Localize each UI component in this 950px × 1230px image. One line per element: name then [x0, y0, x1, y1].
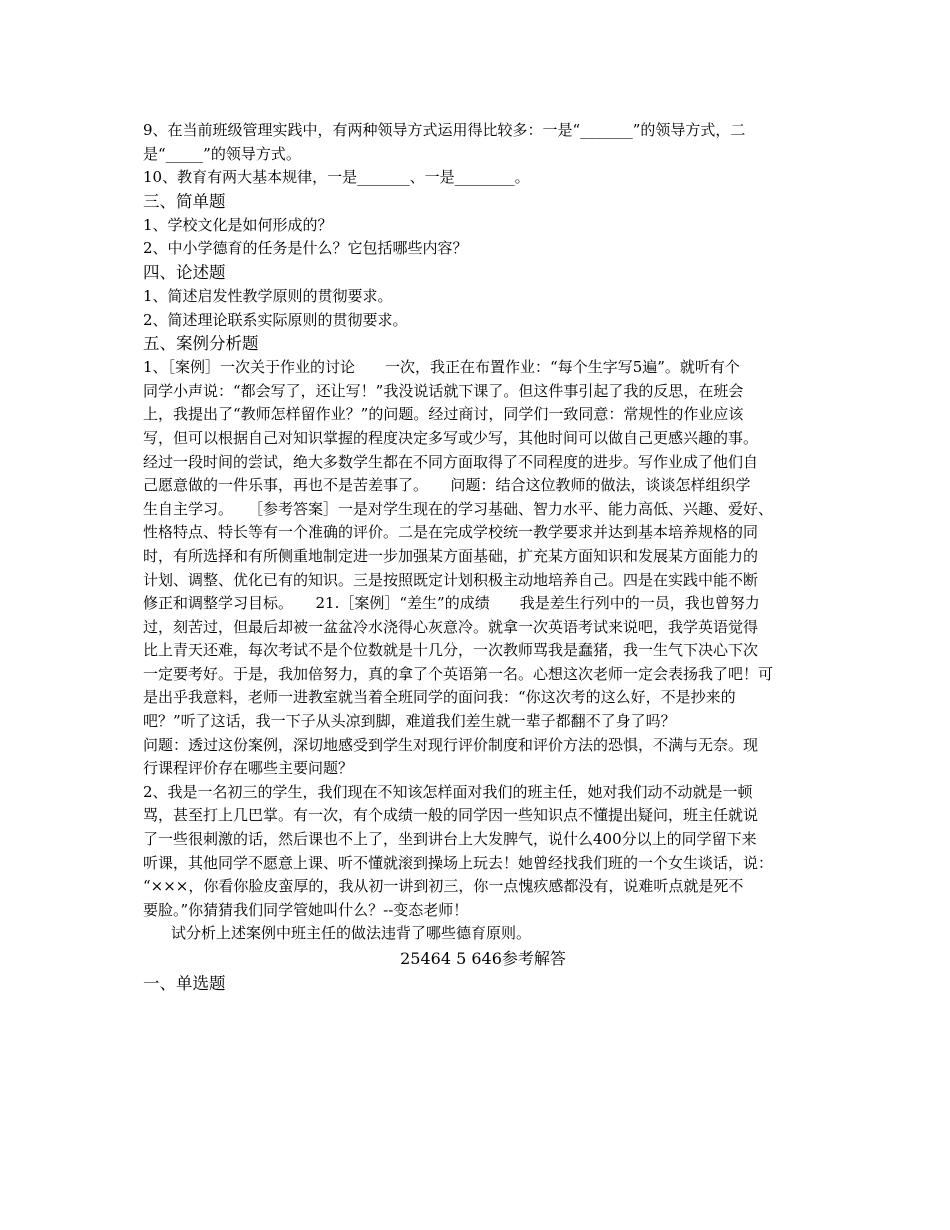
fill-blank-question-9-cont: 是“_____”的领导方式。 — [143, 144, 301, 163]
case-text-line: 生自主学习。 ［参考答案］一是对学生现在的学习基础、智力水平、能力高低、兴趣、爱好、 — [143, 499, 774, 518]
document-page — [143, 119, 823, 996]
answer-key-title: 25464 5 646参考解答 — [400, 949, 566, 968]
case-question-line: 试分析上述案例中班主任的做法违背了哪些德育原则。 — [171, 924, 532, 943]
section-heading-case-analysis: 五、案例分析题 — [143, 334, 259, 354]
fill-blank-question-9: 9、在当前班级管理实践中，有两种领导方式运用得比较多：一是“_______”的领导方式，二 — [143, 121, 746, 139]
case-text-line: 要脸。”你猜猜我们同学管她叫什么？--变态老师！ — [143, 900, 469, 919]
case-text-line: 经过一段时间的尝试，绝大多数学生都在不同方面取得了不同程度的进步。写作业成了他们自 — [143, 452, 759, 471]
case-question-line: 问题：透过这份案例，深切地感受到学生对现行评价制度和评价方法的恐惧，不满与无奈。现 — [143, 735, 759, 754]
case-text-line: 吧？”听了这话，我一下子从头凉到脚，难道我们差生就一辈子都翻不了身了吗？ — [143, 712, 676, 731]
case-text-line: 了一些很刺激的话，然后课也不上了，坐到讲台上大发脾气，说什么400分以上的同学留下来 — [143, 830, 757, 849]
section-heading-single-choice: 一、单选题 — [143, 974, 226, 993]
case-text-line: 计划、调整、优化已有的知识。三是按照既定计划积极主动地培养自己。四是在实践中能不断 — [143, 570, 759, 589]
case-text-line: 1、［案例］一次关于作业的讨论 一次，我正在布置作业：“每个生字写5遍”。就听有个 — [143, 358, 740, 377]
case-text-line: 比上青天还难，每次考试不是个位数就是十几分，一次教师骂我是蠢猪，我一生气下决心下次 — [143, 641, 759, 660]
case-text-line: 己愿意做的一件乐事，再也不是苦差事了。 问题：结合这位教师的做法，谈谈怎样组织学 — [143, 476, 751, 495]
case-question-line: 行课程评价存在哪些主要问题？ — [143, 759, 354, 778]
case-text-line: 过，刻苦过，但最后却被一盆盆冷水浇得心灰意冷。就拿一次英语考试来说吧，我学英语觉得 — [143, 617, 759, 636]
fill-blank-question-10: 10、教育有两大基本规律，一是_______、一是________。 — [143, 168, 530, 187]
short-answer-question-1: 1、学校文化是如何形成的？ — [143, 215, 333, 234]
short-answer-question-2: 2、中小学德育的任务是什么？它包括哪些内容？ — [143, 239, 468, 258]
case-text-line: 同学小声说：“都会写了，还让写！”我没说话就下课了。但这件事引起了我的反思，在班会 — [143, 381, 744, 400]
case-text-line: 写，但可以根据自己对知识掌握的程度决定多写或少写，其他时间可以做自己更感兴趣的事。 — [143, 428, 759, 447]
case-text-line: 修正和调整学习目标。 21.［案例］“差生”的成绩 我是差生行列中的一员，我也曾努力 — [143, 594, 760, 613]
section-heading-essay: 四、论述题 — [143, 262, 226, 282]
case-text-line: 是出乎我意料，老师一进教室就当着全班同学的面问我：“你这次考的这么好，不是抄来的 — [143, 688, 736, 707]
essay-question-2: 2、简述理论联系实际原则的贯彻要求。 — [143, 310, 408, 329]
case-text-line: 听课，其他同学不愿意上课、听不懂就滚到操场上玩去！她曾经找我们班的一个女生谈话，说： — [143, 853, 774, 872]
case-text-line: “×××，你看你脸皮蛮厚的，我从初一讲到初三，你一点愧疚感都没有，说难听点就是死不 — [143, 877, 744, 896]
case-text-line: 性格特点、特长等有一个准确的评价。二是在完成学校统一教学要求并达到基本培养规格的同 — [143, 523, 759, 542]
case-text-line: 2、我是一名初三的学生，我们现在不知该怎样面对我们的班主任，她对我们动不动就是一顿 — [143, 782, 753, 801]
case-text-line: 时，有所选择和有所侧重地制定进一步加强某方面基础，扩充某方面知识和发展某方面能力的 — [143, 546, 759, 565]
essay-question-1: 1、简述启发性教学原则的贯彻要求。 — [143, 286, 393, 305]
case-text-line: 上，我提出了“教师怎样留作业？”的问题。经过商讨，同学们一致同意：常规性的作业应该 — [143, 405, 744, 424]
section-heading-short-answer: 三、简单题 — [143, 191, 226, 211]
case-text-line: 一定要考好。于是，我加倍努力，真的拿了个英语第一名。心想这次老师一定会表扬我了吧！可 — [143, 664, 774, 683]
case-text-line: 骂，甚至打上几巴掌。有一次，有个成绩一般的同学因一些知识点不懂提出疑问，班主任就说 — [143, 806, 759, 825]
